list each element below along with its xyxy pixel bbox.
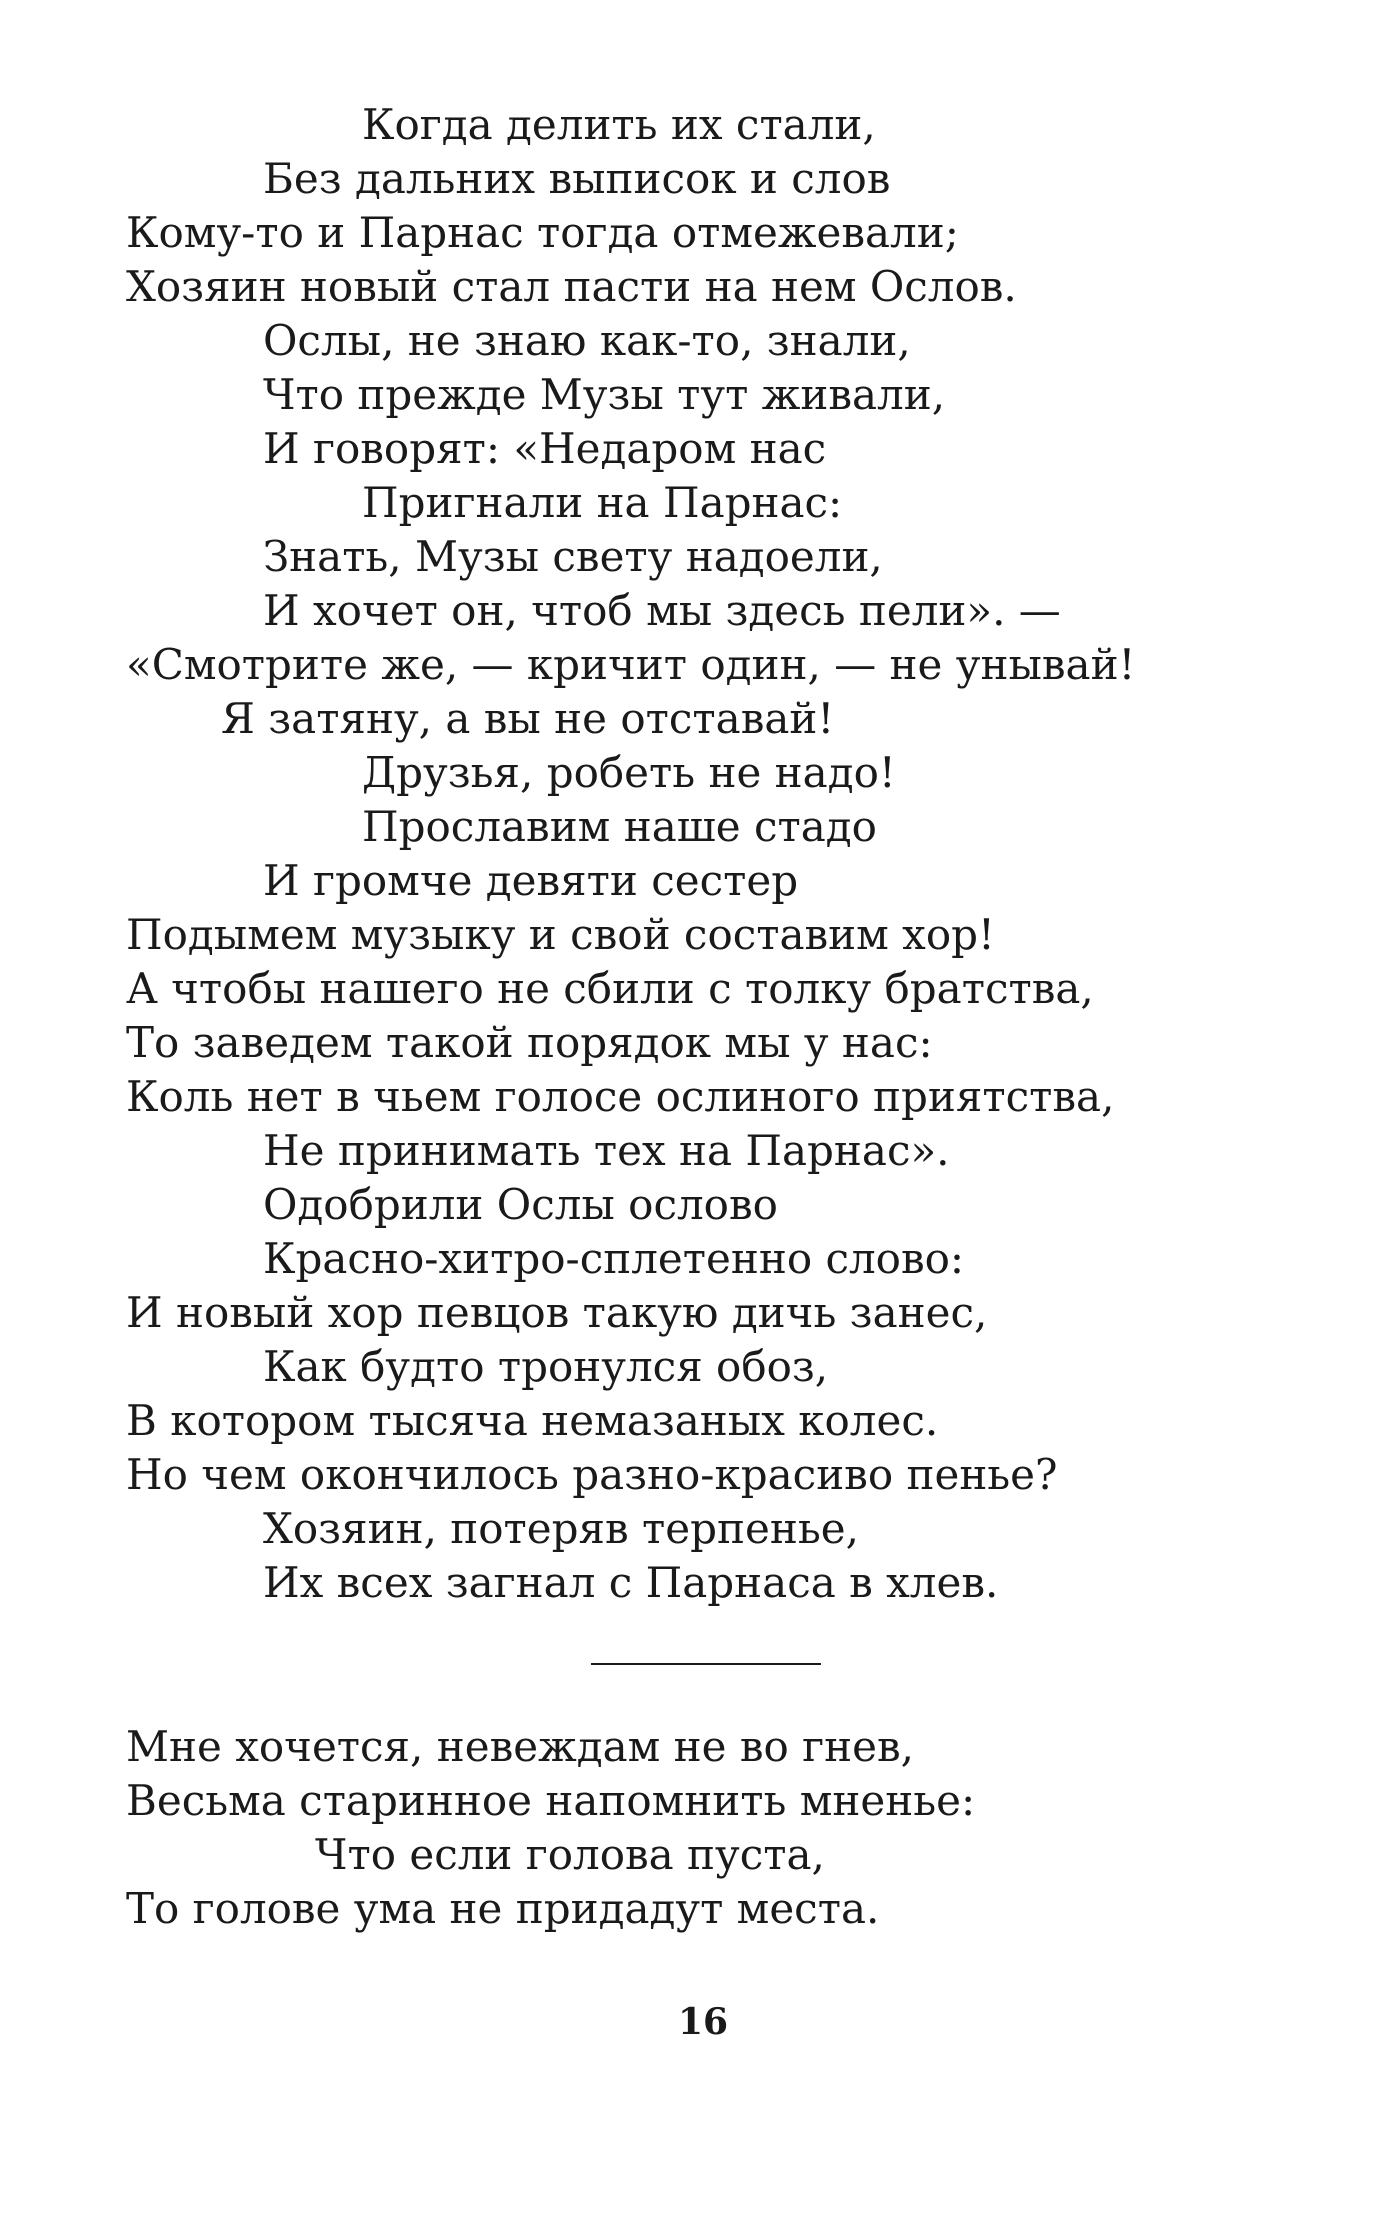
poem-line: Как будто тронулся обоз, [263, 1342, 829, 1391]
section-divider [591, 1663, 821, 1665]
poem-line: В котором тысяча немазаных колес. [126, 1396, 939, 1445]
moral-line: То голове ума не придадут места. [126, 1884, 880, 1933]
poem-line: И говорят: «Недаром нас [263, 424, 827, 473]
poem-line: Без дальних выписок и слов [263, 154, 891, 203]
poem-line: Их всех загнал с Парнаса в хлев. [263, 1558, 999, 1607]
poem-line: Пригнали на Парнас: [362, 478, 843, 527]
poem-line: Когда делить их стали, [362, 100, 876, 149]
poem-line: Друзья, робеть не надо! [362, 748, 896, 797]
poem-line: Хозяин, потеряв терпенье, [263, 1504, 859, 1553]
poem-line: И хочет он, чтоб мы здесь пели». — [263, 586, 1061, 635]
poem-line: А чтобы нашего не сбили с толку братства, [126, 964, 1094, 1013]
poem-line: Знать, Музы свету надоели, [263, 532, 883, 581]
poem-line: Не принимать тех на Парнас». [263, 1126, 950, 1175]
poem-line: Подымем музыку и свой составим хор! [126, 910, 995, 959]
poem-body [0, 98, 1390, 1610]
poem-line: Кому-то и Парнас тогда отмежевали; [126, 208, 959, 257]
poem-line: Красно-хитро-сплетенно слово: [263, 1234, 965, 1283]
poem-line: Но чем окончилось разно-красиво пенье? [126, 1450, 1058, 1499]
moral-line: Мне хочется, невеждам не во гнев, [126, 1722, 914, 1771]
moral-line: Весьма старинное напомнить мненье: [126, 1776, 976, 1825]
poem-line: Одобрили Ослы ослово [263, 1180, 778, 1229]
poem-line: Прославим наше стадо [362, 802, 877, 851]
poem-line: И громче девяти сестер [263, 856, 799, 905]
poem-line: Хозяин новый стал пасти на нем Ослов. [126, 262, 1017, 311]
moral-line: Что если голова пуста, [315, 1830, 825, 1879]
moral-stanza [0, 1720, 1390, 1936]
poem-line: Ослы, не знаю как-то, знали, [263, 316, 911, 365]
poem-line: «Смотрите же, — кричит один, — не унывай! [126, 640, 1136, 689]
poem-line: Что прежде Музы тут живали, [263, 370, 946, 419]
poem-line: То заведем такой порядок мы у нас: [126, 1018, 933, 1067]
page-number: 16 [677, 2001, 729, 2043]
poem-line: И новый хор певцов такую дичь занес, [126, 1288, 988, 1337]
poem-line: Я затяну, а вы не отставай! [221, 694, 835, 743]
poem-line: Коль нет в чьем голосе ослиного приятства, [126, 1072, 1115, 1121]
